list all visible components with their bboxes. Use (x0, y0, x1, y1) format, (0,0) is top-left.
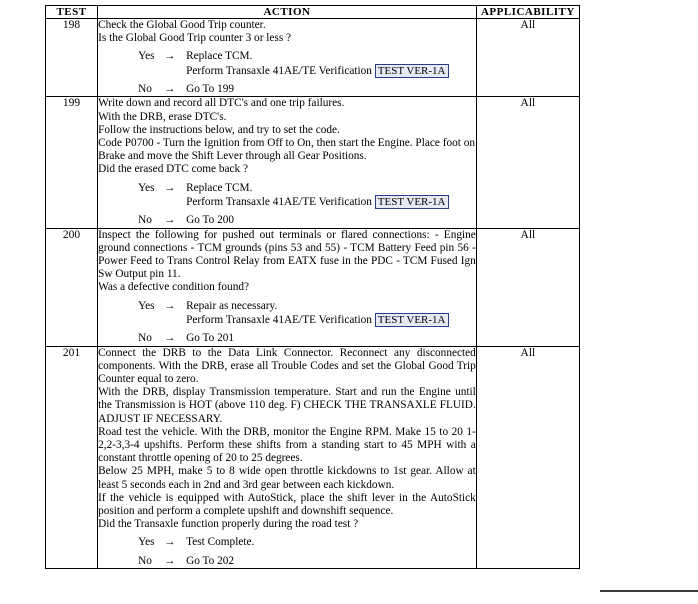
test-number: 200 (46, 228, 98, 346)
applicability-value: All (476, 228, 579, 346)
no-action-text: Go To 202 (186, 554, 235, 567)
arrow-icon: → (164, 214, 176, 227)
yes-action-text: Test Complete. (186, 536, 255, 549)
no-label: No (138, 332, 152, 345)
action-line: With the DRB, erase DTC's. (98, 110, 227, 123)
yes-label: Yes (138, 181, 155, 194)
table-row (46, 346, 580, 568)
action-paragraph: Below 25 MPH, make 5 to 8 wide open throttle kickdowns to 1st gear. Allow at least 5 seconds each in 2nd and 3rd gear between each kickdown. (98, 465, 476, 491)
action-paragraph: With the DRB, display Transmission temperature. Start and run the Engine until the Transmission is HOT (above 110 deg. F) CHECK THE TRANSAXLE FLUID. ADJUST IF NECESSARY. (98, 386, 476, 425)
table-row (46, 19, 580, 97)
no-label: No (138, 214, 152, 227)
no-action-text: Go To 200 (186, 214, 235, 227)
applicability-value: All (476, 19, 579, 97)
arrow-icon: → (164, 536, 176, 549)
action-line: Brake and move the Shift Lever through all Gear Positions. (98, 150, 367, 163)
action-content (98, 19, 477, 97)
arrow-icon: → (164, 554, 176, 567)
action-content (98, 228, 477, 346)
action-paragraph: Inspect the following for pushed out terminals or flared connections: - Engine ground connections - TCM grounds (pins 53 and 55) - TCM Battery Feed pin 56 - Power Feed to Trans Control Relay from EATX fuse in the PDC - TCM Fused Ign Sw Output pin 11. (98, 228, 476, 281)
yes-label: Yes (138, 536, 155, 549)
action-paragraph: Connect the DRB to the Data Link Connector. Reconnect any disconnected components. With the DRB, erase all Trouble Codes and set the Global Good Trip Counter equal to zero. (98, 346, 476, 385)
column-header-test: TEST (46, 6, 98, 19)
no-branch (138, 331, 476, 345)
applicability-value: All (476, 97, 579, 228)
page-footer-rule (600, 590, 698, 592)
arrow-icon: → (164, 332, 176, 345)
yes-subaction (186, 195, 476, 210)
yes-label: Yes (138, 299, 155, 312)
no-label: No (138, 83, 152, 96)
no-branch (138, 213, 476, 227)
action-line: Check the Global Good Trip counter. (98, 19, 266, 31)
yes-action-text: Replace TCM. (186, 50, 253, 63)
no-branch (138, 82, 476, 96)
yes-action-text: Repair as necessary. (186, 299, 278, 312)
yes-branch (138, 181, 476, 195)
action-line: Was a defective condition found? (98, 281, 250, 294)
no-branch (138, 554, 476, 568)
test-number: 198 (46, 19, 98, 97)
yes-branch (138, 49, 476, 63)
yes-subaction (186, 313, 476, 328)
action-content (98, 346, 477, 568)
action-paragraph: Road test the vehicle. With the DRB, monitor the Engine RPM. Make 15 to 20 1-2,2-3,3-4 upshifts. Perform these shifts from a standing start to 45 MPH with a constant throttle opening of 20 to 25 degrees. (98, 425, 476, 465)
action-line: Follow the instructions below, and try to set the code. (98, 123, 340, 136)
yes-action-text: Replace TCM. (186, 181, 253, 194)
test-reference-link[interactable]: TEST VER-1A (375, 313, 449, 327)
action-paragraph: If the vehicle is equipped with AutoStick, place the shift lever in the AutoStick position and perform a complete upshift and downshift sequence. (98, 491, 476, 517)
yes-branch (138, 535, 476, 549)
action-line: Did the erased DTC come back ? (98, 163, 249, 176)
table-row (46, 228, 580, 346)
action-line: Write down and record all DTC's and one trip failures. (98, 97, 345, 110)
yes-subaction (186, 64, 476, 79)
diagnostic-table (45, 5, 580, 569)
verification-text: Perform Transaxle 41AE/TE Verification (186, 64, 375, 77)
no-action-text: Go To 201 (186, 332, 235, 345)
table-row (46, 97, 580, 228)
action-line: Code P0700 - Turn the Ignition from Off to On, then start the Engine. Place foot on (98, 136, 476, 149)
test-number: 199 (46, 97, 98, 228)
applicability-value: All (476, 346, 579, 568)
no-label: No (138, 554, 152, 567)
table-header (46, 6, 580, 19)
arrow-icon: → (164, 181, 176, 194)
action-line: Is the Global Good Trip counter 3 or less ? (98, 32, 292, 45)
action-content (98, 97, 477, 228)
arrow-icon: → (164, 299, 176, 312)
page-left-margin (0, 0, 45, 604)
column-header-action: ACTION (98, 6, 477, 19)
test-reference-link[interactable]: TEST VER-1A (375, 64, 449, 78)
yes-branch (138, 299, 476, 313)
verification-text: Perform Transaxle 41AE/TE Verification (186, 195, 375, 208)
test-reference-link[interactable]: TEST VER-1A (375, 195, 449, 209)
action-line: Did the Transaxle function properly during the road test ? (98, 518, 359, 531)
arrow-icon: → (164, 50, 176, 63)
verification-text: Perform Transaxle 41AE/TE Verification (186, 313, 375, 326)
yes-label: Yes (138, 50, 155, 63)
diagnostic-procedure-page (45, 5, 580, 569)
test-number: 201 (46, 346, 98, 568)
arrow-icon: → (164, 83, 176, 96)
column-header-applicability: APPLICABILITY (476, 6, 579, 19)
no-action-text: Go To 199 (186, 83, 235, 96)
